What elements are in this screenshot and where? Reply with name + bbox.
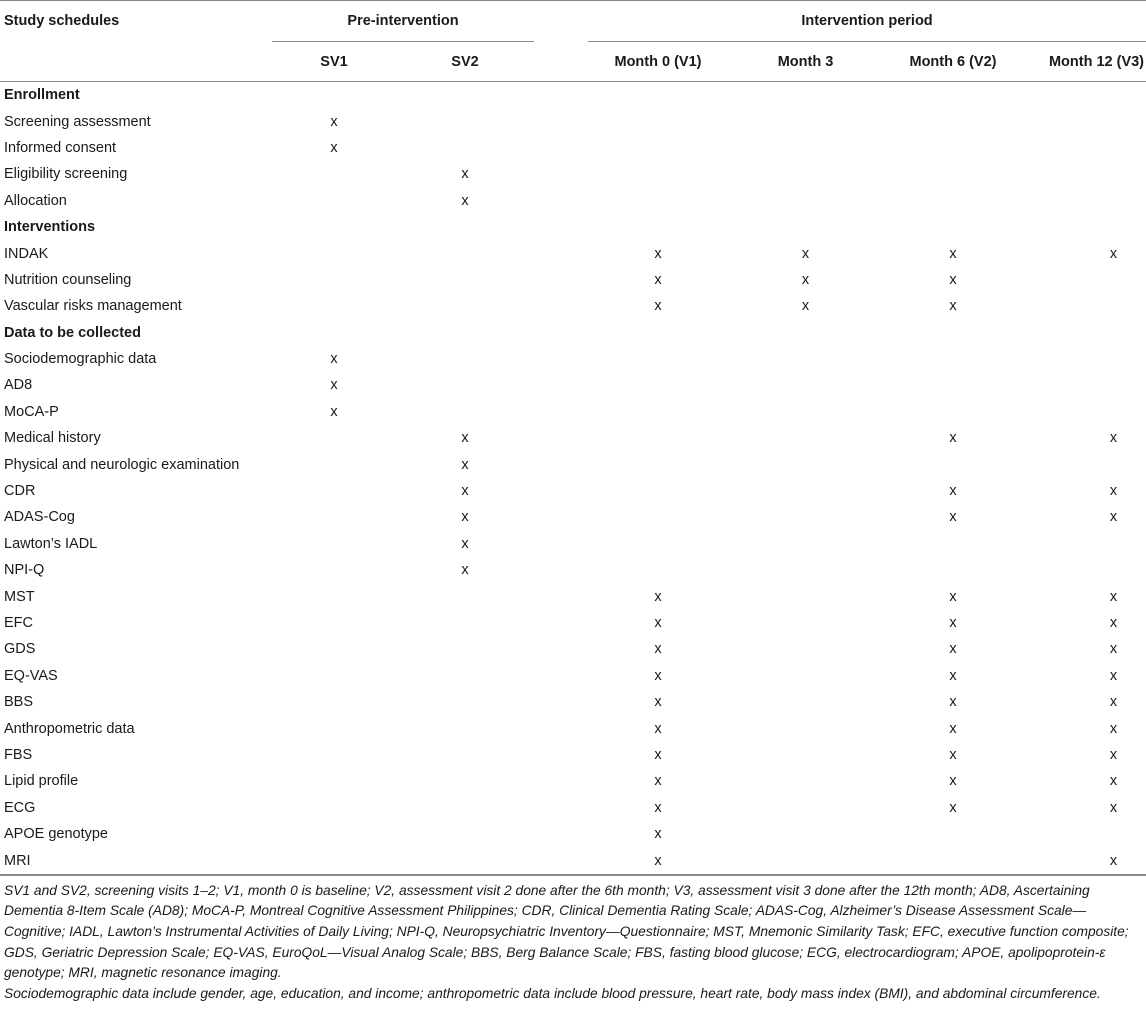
table-row bbox=[0, 346, 1146, 372]
schedule-cell bbox=[728, 583, 883, 609]
schedule-mark: x bbox=[949, 694, 957, 711]
schedule-cell bbox=[588, 372, 728, 398]
schedule-cell bbox=[1023, 531, 1146, 557]
column-header-month-12: Month 12 (V3) bbox=[1048, 53, 1145, 70]
schedule-mark: x bbox=[330, 377, 338, 394]
schedule-cell bbox=[588, 478, 728, 504]
section-row bbox=[0, 320, 1146, 346]
schedule-cell bbox=[883, 531, 1023, 557]
schedule-cell bbox=[396, 293, 534, 319]
schedule-mark: x bbox=[330, 351, 338, 368]
schedule-cell bbox=[1023, 451, 1146, 477]
schedule-cell bbox=[588, 135, 728, 161]
schedule-mark: x bbox=[654, 799, 662, 816]
schedule-mark: x bbox=[949, 615, 957, 631]
row-label: Lipid profile bbox=[4, 773, 79, 790]
group-header-intervention-period: Intervention period bbox=[588, 1, 1146, 42]
schedule-cell bbox=[396, 135, 534, 161]
row-label: AD8 bbox=[4, 377, 33, 394]
row-label: Vascular risks management bbox=[4, 298, 182, 315]
schedule-cell bbox=[272, 847, 396, 874]
schedule-cell bbox=[396, 768, 534, 794]
schedule-cell bbox=[272, 240, 396, 266]
schedule-cell bbox=[396, 663, 534, 689]
schedule-cell bbox=[728, 478, 883, 504]
schedule-cell bbox=[728, 372, 883, 398]
schedule-cell bbox=[728, 214, 883, 240]
column-header-sv1: SV1 bbox=[320, 53, 348, 70]
schedule-cell bbox=[272, 531, 396, 557]
schedule-cell bbox=[272, 214, 396, 240]
footnote-abbreviations: SV1 and SV2, screening visits 1–2; V1, month 0 is baseline; V2, assessment visit 2 done after the 6th month; V3, assessment visit 3 done after the 12th month; AD8, Ascertaining Dementia 8-Item Scale (AD8); MoCA-P, Montreal Cognitive Assessment Philippines; CDR, Clinical Dementia Rating Scale; ADAS-Cog, Alzheimer’s Disease Assessment Scale—Cognitive; IADL, Lawton’s Instrumental Activities of Daily Living; NPI-Q, Neuropsychiatric Inventory—Questionnaire; MST, Mnemonic Similarity Task; EFC, executive function composite; GDS, Geriatric Depression Scale; EQ-VAS, EuroQoL—Visual Analog Scale; BBS, Berg Balance Scale; FBS, fasting blood glucose; ECG, electrocardiogram; APOE, apolipoprotein-ε genotype; MRI, magnetic resonance imaging. bbox=[4, 882, 1129, 981]
spacer-cell bbox=[534, 531, 588, 557]
section-label: Enrollment bbox=[4, 87, 80, 104]
schedule-cell bbox=[272, 636, 396, 662]
schedule-mark: x bbox=[461, 535, 469, 552]
row-label: MoCA-P bbox=[4, 403, 59, 420]
schedule-cell bbox=[588, 108, 728, 134]
schedule-mark: x bbox=[1109, 509, 1118, 526]
table-footnotes bbox=[0, 875, 1146, 1005]
row-label: Informed consent bbox=[4, 139, 117, 156]
schedule-cell bbox=[588, 346, 728, 372]
schedule-cell bbox=[272, 320, 396, 346]
table-row bbox=[0, 610, 1146, 636]
spacer-cell bbox=[534, 372, 588, 398]
schedule-cell bbox=[588, 504, 728, 530]
schedule-mark: x bbox=[461, 430, 469, 447]
schedule-cell bbox=[396, 372, 534, 398]
schedule-mark: x bbox=[801, 245, 810, 262]
schedule-cell bbox=[272, 188, 396, 214]
schedule-mark: x bbox=[654, 588, 662, 605]
schedule-cell bbox=[396, 108, 534, 134]
spacer-cell bbox=[534, 821, 588, 847]
schedule-mark: x bbox=[949, 773, 957, 790]
schedule-mark: x bbox=[1109, 430, 1118, 447]
schedule-mark: x bbox=[330, 139, 338, 156]
spacer-cell bbox=[534, 451, 588, 477]
schedule-mark: x bbox=[461, 562, 469, 579]
spacer-cell bbox=[534, 557, 588, 583]
spacer-cell bbox=[534, 135, 588, 161]
schedule-cell bbox=[883, 320, 1023, 346]
spacer-cell bbox=[534, 715, 588, 741]
table-row bbox=[0, 425, 1146, 451]
table-row bbox=[0, 504, 1146, 530]
table-row bbox=[0, 372, 1146, 398]
schedule-mark: x bbox=[949, 588, 957, 605]
schedule-mark: x bbox=[654, 667, 662, 684]
spacer-cell bbox=[534, 663, 588, 689]
spacer-cell bbox=[534, 689, 588, 715]
schedule-cell bbox=[728, 847, 883, 874]
schedule-cell bbox=[1023, 135, 1146, 161]
schedule-mark: x bbox=[461, 483, 469, 500]
schedule-cell bbox=[728, 161, 883, 187]
schedule-mark: x bbox=[1109, 588, 1118, 605]
table-row bbox=[0, 715, 1146, 741]
schedule-cell bbox=[1023, 188, 1146, 214]
schedule-cell bbox=[396, 267, 534, 293]
table-row bbox=[0, 557, 1146, 583]
group-header-pre-intervention: Pre-intervention bbox=[272, 1, 534, 42]
row-label: NPI-Q bbox=[4, 562, 45, 579]
column-header-month-0: Month 0 (V1) bbox=[614, 53, 702, 70]
table-row bbox=[0, 742, 1146, 768]
row-label: EQ-VAS bbox=[4, 667, 58, 684]
schedule-cell bbox=[883, 135, 1023, 161]
schedule-mark: x bbox=[654, 852, 662, 869]
schedule-cell bbox=[728, 108, 883, 134]
row-label: BBS bbox=[4, 694, 34, 711]
schedule-cell bbox=[883, 108, 1023, 134]
schedule-cell bbox=[883, 161, 1023, 187]
spacer-cell bbox=[534, 108, 588, 134]
schedule-cell bbox=[272, 82, 396, 109]
schedule-cell bbox=[272, 504, 396, 530]
schedule-cell bbox=[883, 399, 1023, 425]
stub-header: Study schedules bbox=[4, 13, 120, 29]
row-label: MRI bbox=[4, 852, 31, 869]
schedule-cell bbox=[272, 583, 396, 609]
spacer-cell bbox=[534, 82, 588, 109]
schedule-mark: x bbox=[949, 746, 957, 763]
table-row bbox=[0, 399, 1146, 425]
schedule-mark: x bbox=[654, 746, 662, 763]
schedule-mark: x bbox=[1109, 641, 1118, 658]
section-label: Data to be collected bbox=[4, 324, 141, 341]
column-header-month-6: Month 6 (V2) bbox=[909, 53, 997, 70]
spacer-cell bbox=[534, 636, 588, 662]
spacer-cell bbox=[534, 188, 588, 214]
row-label: Screening assessment bbox=[4, 113, 151, 130]
schedule-mark: x bbox=[1109, 720, 1118, 737]
schedule-cell bbox=[728, 135, 883, 161]
schedule-cell bbox=[1023, 161, 1146, 187]
schedule-cell bbox=[728, 795, 883, 821]
schedule-cell bbox=[396, 399, 534, 425]
row-label: Medical history bbox=[4, 430, 101, 447]
schedule-mark: x bbox=[461, 509, 469, 526]
schedule-cell bbox=[728, 768, 883, 794]
row-label: Allocation bbox=[4, 192, 67, 209]
spacer-cell bbox=[534, 768, 588, 794]
schedule-cell bbox=[588, 425, 728, 451]
schedule-cell bbox=[1023, 108, 1146, 134]
schedule-mark: x bbox=[949, 430, 957, 447]
schedule-mark: x bbox=[949, 483, 957, 500]
column-header-month-3: Month 3 bbox=[777, 53, 834, 70]
schedule-cell bbox=[272, 425, 396, 451]
schedule-mark: x bbox=[461, 166, 469, 183]
schedule-mark: x bbox=[654, 694, 662, 711]
spacer-cell bbox=[534, 267, 588, 293]
spacer-cell bbox=[534, 320, 588, 346]
schedule-cell bbox=[272, 715, 396, 741]
schedule-cell bbox=[728, 399, 883, 425]
schedule-mark: x bbox=[949, 509, 957, 526]
spacer-cell bbox=[534, 346, 588, 372]
schedule-cell bbox=[396, 636, 534, 662]
schedule-cell bbox=[588, 214, 728, 240]
schedule-mark: x bbox=[654, 720, 662, 737]
table-row bbox=[0, 795, 1146, 821]
table-row bbox=[0, 821, 1146, 847]
schedule-cell bbox=[588, 531, 728, 557]
schedule-cell bbox=[883, 372, 1023, 398]
schedule-cell bbox=[272, 768, 396, 794]
schedule-cell bbox=[883, 451, 1023, 477]
schedule-cell bbox=[396, 583, 534, 609]
row-label: MST bbox=[4, 588, 35, 605]
table-row bbox=[0, 636, 1146, 662]
schedule-mark: x bbox=[461, 456, 469, 473]
spacer-cell bbox=[534, 240, 588, 266]
spacer-cell bbox=[534, 293, 588, 319]
schedule-mark: x bbox=[949, 799, 957, 816]
schedule-cell bbox=[1023, 557, 1146, 583]
schedule-cell bbox=[272, 161, 396, 187]
spacer-cell bbox=[534, 847, 588, 874]
section-row bbox=[0, 82, 1146, 109]
schedule-cell bbox=[883, 821, 1023, 847]
schedule-mark: x bbox=[1109, 746, 1118, 763]
schedule-cell bbox=[588, 399, 728, 425]
schedule-cell bbox=[396, 795, 534, 821]
schedule-cell bbox=[396, 821, 534, 847]
schedule-mark: x bbox=[949, 641, 957, 658]
schedule-mark: x bbox=[801, 271, 810, 288]
schedule-cell bbox=[1023, 82, 1146, 109]
table-row bbox=[0, 240, 1146, 266]
schedule-cell bbox=[883, 82, 1023, 109]
row-label: Sociodemographic data bbox=[4, 351, 157, 368]
schedule-mark: x bbox=[654, 298, 662, 315]
spacer-cell bbox=[534, 161, 588, 187]
row-label: CDR bbox=[4, 483, 36, 500]
schedule-mark: x bbox=[330, 403, 338, 420]
schedule-cell bbox=[396, 715, 534, 741]
schedule-mark: x bbox=[1109, 694, 1118, 711]
schedule-cell bbox=[728, 82, 883, 109]
row-label: Eligibility screening bbox=[4, 166, 128, 183]
row-label: FBS bbox=[4, 746, 33, 763]
footnote-data-definitions: Sociodemographic data include gender, age, education, and income; anthropometric data include blood pressure, heart rate, body mass index (BMI), and abdominal circumference. bbox=[4, 985, 1101, 1001]
schedule-cell bbox=[588, 320, 728, 346]
schedule-cell bbox=[728, 636, 883, 662]
schedule-mark: x bbox=[949, 245, 957, 262]
schedule-cell bbox=[396, 346, 534, 372]
spacer-cell bbox=[534, 742, 588, 768]
schedule-cell bbox=[272, 795, 396, 821]
table-row bbox=[0, 293, 1146, 319]
row-label: Lawton’s IADL bbox=[4, 535, 98, 552]
schedule-cell bbox=[728, 689, 883, 715]
schedule-cell bbox=[883, 346, 1023, 372]
schedule-mark: x bbox=[949, 720, 957, 737]
spacer-cell bbox=[534, 610, 588, 636]
schedule-mark: x bbox=[1109, 245, 1118, 262]
schedule-mark: x bbox=[654, 641, 662, 658]
schedule-cell bbox=[883, 847, 1023, 874]
spacer-cell bbox=[534, 399, 588, 425]
table-row bbox=[0, 663, 1146, 689]
schedule-cell bbox=[1023, 320, 1146, 346]
schedule-cell bbox=[272, 821, 396, 847]
schedule-cell bbox=[1023, 821, 1146, 847]
schedule-cell bbox=[728, 610, 883, 636]
schedule-cell bbox=[588, 161, 728, 187]
schedule-cell bbox=[396, 214, 534, 240]
schedule-mark: x bbox=[461, 192, 469, 209]
schedule-mark: x bbox=[654, 773, 662, 790]
schedule-mark: x bbox=[654, 615, 662, 631]
row-label: ECG bbox=[4, 799, 36, 816]
schedule-cell bbox=[1023, 372, 1146, 398]
table-row bbox=[0, 847, 1146, 874]
spacer-cell bbox=[534, 795, 588, 821]
schedule-cell bbox=[1023, 267, 1146, 293]
schedule-cell bbox=[728, 715, 883, 741]
section-label: Interventions bbox=[4, 219, 96, 236]
schedule-cell bbox=[1023, 346, 1146, 372]
schedule-mark: x bbox=[654, 826, 662, 843]
spacer-cell bbox=[534, 504, 588, 530]
table-row bbox=[0, 531, 1146, 557]
row-label: GDS bbox=[4, 641, 36, 658]
schedule-mark: x bbox=[801, 298, 810, 315]
schedule-cell bbox=[396, 82, 534, 109]
schedule-cell bbox=[728, 188, 883, 214]
schedule-cell bbox=[272, 610, 396, 636]
spacer-cell bbox=[534, 214, 588, 240]
schedule-cell bbox=[396, 240, 534, 266]
schedule-mark: x bbox=[1109, 799, 1118, 816]
schedule-mark: x bbox=[1109, 773, 1118, 790]
schedule-cell bbox=[588, 557, 728, 583]
schedule-cell bbox=[728, 346, 883, 372]
schedule-cell bbox=[883, 214, 1023, 240]
schedule-cell bbox=[728, 320, 883, 346]
table-row bbox=[0, 135, 1146, 161]
schedule-cell bbox=[1023, 214, 1146, 240]
schedule-cell bbox=[728, 425, 883, 451]
schedule-cell bbox=[272, 557, 396, 583]
schedule-cell bbox=[396, 610, 534, 636]
spacer-cell bbox=[534, 478, 588, 504]
row-label: INDAK bbox=[4, 245, 49, 262]
table-row bbox=[0, 451, 1146, 477]
table-body bbox=[0, 82, 1146, 875]
table-row bbox=[0, 267, 1146, 293]
schedule-mark: x bbox=[949, 667, 957, 684]
row-label: APOE genotype bbox=[4, 826, 108, 843]
table-row bbox=[0, 583, 1146, 609]
schedule-cell bbox=[272, 478, 396, 504]
schedule-cell bbox=[272, 689, 396, 715]
schedule-mark: x bbox=[949, 298, 957, 315]
schedule-mark: x bbox=[1109, 615, 1118, 631]
schedule-mark: x bbox=[654, 245, 662, 262]
schedule-cell bbox=[588, 451, 728, 477]
spacer-cell bbox=[534, 425, 588, 451]
table-row bbox=[0, 768, 1146, 794]
row-label: ADAS-Cog bbox=[4, 509, 75, 526]
schedule-cell bbox=[588, 82, 728, 109]
schedule-cell bbox=[396, 847, 534, 874]
table-row bbox=[0, 108, 1146, 134]
schedule-mark: x bbox=[1109, 852, 1118, 869]
schedule-mark: x bbox=[1109, 483, 1118, 500]
table-row bbox=[0, 188, 1146, 214]
table-header bbox=[0, 1, 1146, 82]
schedule-cell bbox=[1023, 399, 1146, 425]
schedule-cell bbox=[1023, 293, 1146, 319]
schedule-mark: x bbox=[949, 271, 957, 288]
schedule-cell bbox=[272, 663, 396, 689]
row-label: EFC bbox=[4, 615, 33, 631]
schedule-cell bbox=[883, 188, 1023, 214]
schedule-cell bbox=[728, 451, 883, 477]
schedule-mark: x bbox=[1109, 667, 1118, 684]
row-label: Nutrition counseling bbox=[4, 271, 132, 288]
spacer-cell bbox=[534, 583, 588, 609]
schedule-cell bbox=[728, 821, 883, 847]
schedule-cell bbox=[728, 504, 883, 530]
schedule-cell bbox=[588, 188, 728, 214]
schedule-cell bbox=[396, 320, 534, 346]
table-row bbox=[0, 161, 1146, 187]
table-row bbox=[0, 689, 1146, 715]
schedule-mark: x bbox=[654, 271, 662, 288]
table-row bbox=[0, 478, 1146, 504]
schedule-cell bbox=[272, 267, 396, 293]
schedule-cell bbox=[396, 689, 534, 715]
schedule-cell bbox=[728, 531, 883, 557]
row-label: Anthropometric data bbox=[4, 720, 135, 737]
schedule-cell bbox=[272, 451, 396, 477]
row-label: Physical and neurologic examination bbox=[4, 456, 240, 473]
schedule-cell bbox=[396, 742, 534, 768]
column-header-sv2: SV2 bbox=[451, 53, 479, 70]
schedule-cell bbox=[728, 742, 883, 768]
schedule-cell bbox=[883, 557, 1023, 583]
schedule-cell bbox=[272, 742, 396, 768]
schedule-cell bbox=[728, 557, 883, 583]
section-row bbox=[0, 214, 1146, 240]
schedule-cell bbox=[272, 293, 396, 319]
schedule-cell bbox=[728, 663, 883, 689]
schedule-mark: x bbox=[330, 113, 338, 130]
